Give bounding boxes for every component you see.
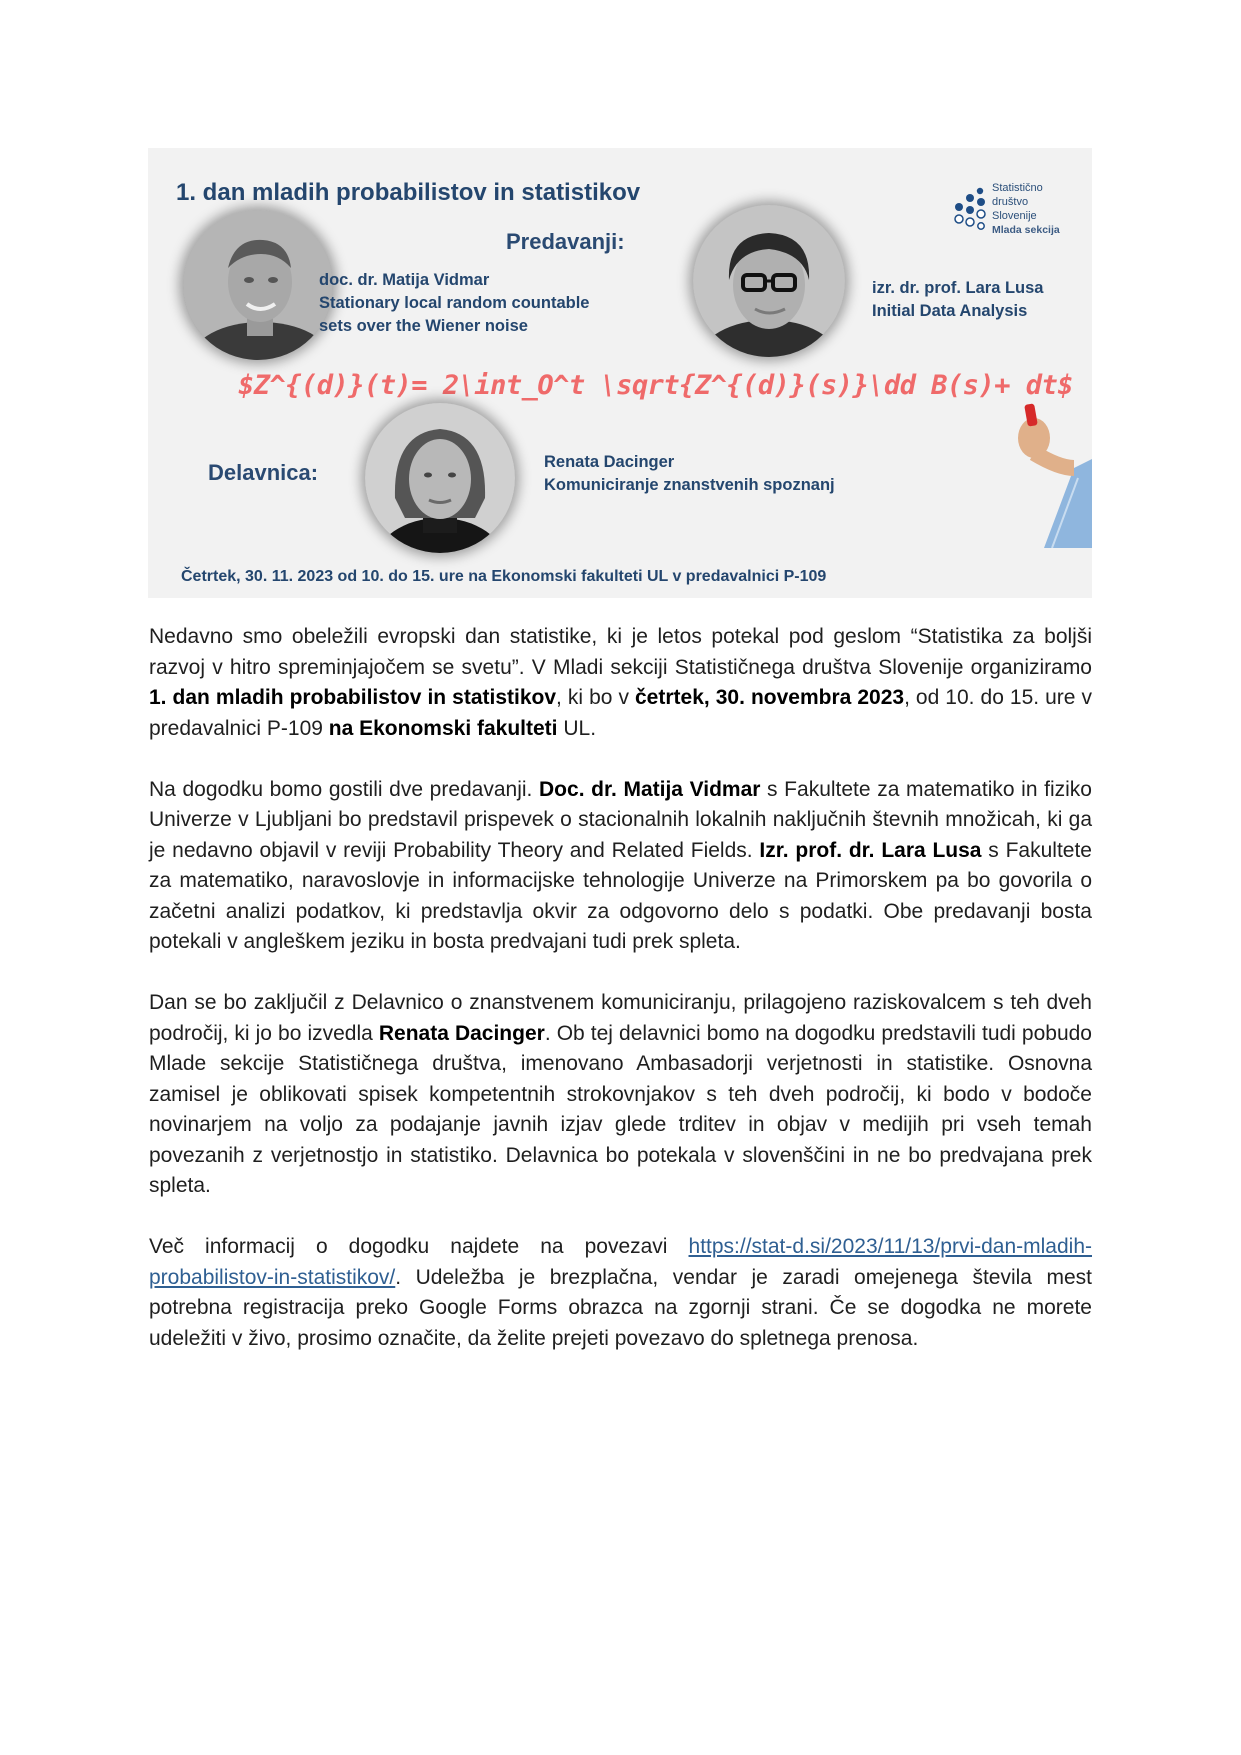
logo-text xyxy=(992,181,1060,237)
text: Več informacij o dogodku najdete na povezavi xyxy=(149,1235,689,1258)
speaker2-info xyxy=(872,277,1043,323)
text: s Fakultete za matematiko, naravoslovje in informacijske tehnologije Univerze na Primorskem pa bo govorila o začetni analizi podatkov, ki predstavlja okvir za odgovorno delo s podatki. Obe predavanji bosta potekali v angleškem jeziku in bosta predvajani tudi prek spleta. xyxy=(149,838,1092,953)
banner-title: 1. dan mladih probabilistov in statistikov xyxy=(176,179,641,206)
logo-line: Slovenije xyxy=(992,210,1037,222)
speaker1-name-text: Doc. dr. Matija Vidmar xyxy=(539,777,761,801)
text: , ki bo v xyxy=(556,686,635,709)
event-link[interactable]: https://stat-d.si/2023/11/13/prvi-dan-mladih-probabilistov-in-statistikov/ xyxy=(149,1235,1092,1289)
paragraph-intro xyxy=(149,622,1092,744)
event-date: četrtek, 30. novembra 2023 xyxy=(635,686,905,709)
event-name: 1. dan mladih probabilistov in statistikov xyxy=(149,686,557,709)
speaker2-name: izr. dr. prof. Lara Lusa xyxy=(872,279,1044,297)
text: UL. xyxy=(557,716,597,740)
workshop-info xyxy=(544,451,835,497)
hand-marker-icon xyxy=(1004,398,1092,548)
speaker1-info xyxy=(319,269,589,338)
workshop-leader-name: Renata Dacinger xyxy=(544,453,675,471)
text: , od 10. do 15. ure v predavalnici P-109 xyxy=(149,686,1092,740)
text: . Ob tej delavnici bomo na dogodku predstavili tudi pobudo Mlade sekcije Statističnega društva, imenovano Ambasadorji verjetnosti in statistike. Osnovna zamisel je oblikovati spisek kompetentnih strokovnjakov s teh dveh področij, ki bodo v bodoče novinarjem na voljo za podajanje javnih izjav glede trditev in objav v medijih pri vseh temah povezanih z verjetnostjo in statistiko. Delavnica bo potekala v slovenščini in ne bo predvajana prek spleta. xyxy=(149,1021,1092,1197)
speaker1-talk: Stationary local random countable xyxy=(319,294,590,312)
event-banner xyxy=(148,148,1092,598)
event-venue: na Ekonomski fakulteti xyxy=(328,716,558,740)
text: Na dogodku bomo gostili dve predavanji. xyxy=(149,777,540,801)
workshop-photo xyxy=(365,403,515,553)
paragraph-info xyxy=(149,1232,1092,1354)
workshop-leader-text: Renata Dacinger xyxy=(378,1021,545,1045)
event-date-line: Četrtek, 30. 11. 2023 od 10. do 15. ure na Ekonomski fakulteti UL v predavalnici P-109 xyxy=(181,568,827,585)
speaker1-talk: sets over the Wiener noise xyxy=(319,317,528,335)
workshop-heading: Delavnica: xyxy=(208,460,319,485)
workshop-topic: Komuniciranje znanstvenih spoznanj xyxy=(544,476,835,494)
speaker2-photo xyxy=(693,205,845,357)
speaker2-name-text: Izr. prof. dr. Lara Lusa xyxy=(759,838,982,862)
logo-line: društvo xyxy=(992,196,1029,208)
paragraph-workshop xyxy=(149,988,1092,1202)
lectures-heading: Predavanji: xyxy=(506,229,625,254)
logo-dots-icon xyxy=(950,185,992,233)
speaker2-talk: Initial Data Analysis xyxy=(872,302,1028,320)
text: Nedavno smo obeležili evropski dan statistike, ki je letos potekal pod geslom “Statistika za boljši razvoj v hitro spreminjajočem se svetu”. V Mladi sekciji Statističnega društva Slovenije organiziramo xyxy=(149,625,1092,679)
society-logo xyxy=(950,181,1080,241)
text: Dan se bo zaključil z Delavnico o znanstvenem komuniciranju, prilagojeno raziskovalcem s teh dveh področij, ki jo bo izvedla xyxy=(149,991,1092,1045)
article-body xyxy=(149,622,1092,1385)
logo-line: Mlada sekcija xyxy=(992,224,1060,236)
speaker1-name: doc. dr. Matija Vidmar xyxy=(319,271,490,289)
text: . Udeležba je brezplačna, vendar je zaradi omejenega števila mest potrebna registracija preko Google Forms obrazca na zgornji strani. Če se dogodka ne morete udeležiti v živo, prosimo označite, da želite prejeti povezavo do spletnega prenosa. xyxy=(149,1265,1092,1350)
formula: $Z^{(d)}(t)= 2\int_O^t \sqrt{Z^{(d)}(s)}\dd B(s)+ dt$ xyxy=(238,370,1074,401)
speaker1-photo xyxy=(183,210,333,360)
text: s Fakultete za matematiko in fiziko Univerze v Ljubljani bo predstavil prispevek o stacionalnih lokalnih naključnih števnih množicah, ki ga je nedavno objavil v reviji Probability Theory and Related Fields. xyxy=(149,777,1092,862)
logo-line: Statistično xyxy=(992,182,1043,194)
paragraph-lectures xyxy=(149,775,1092,958)
